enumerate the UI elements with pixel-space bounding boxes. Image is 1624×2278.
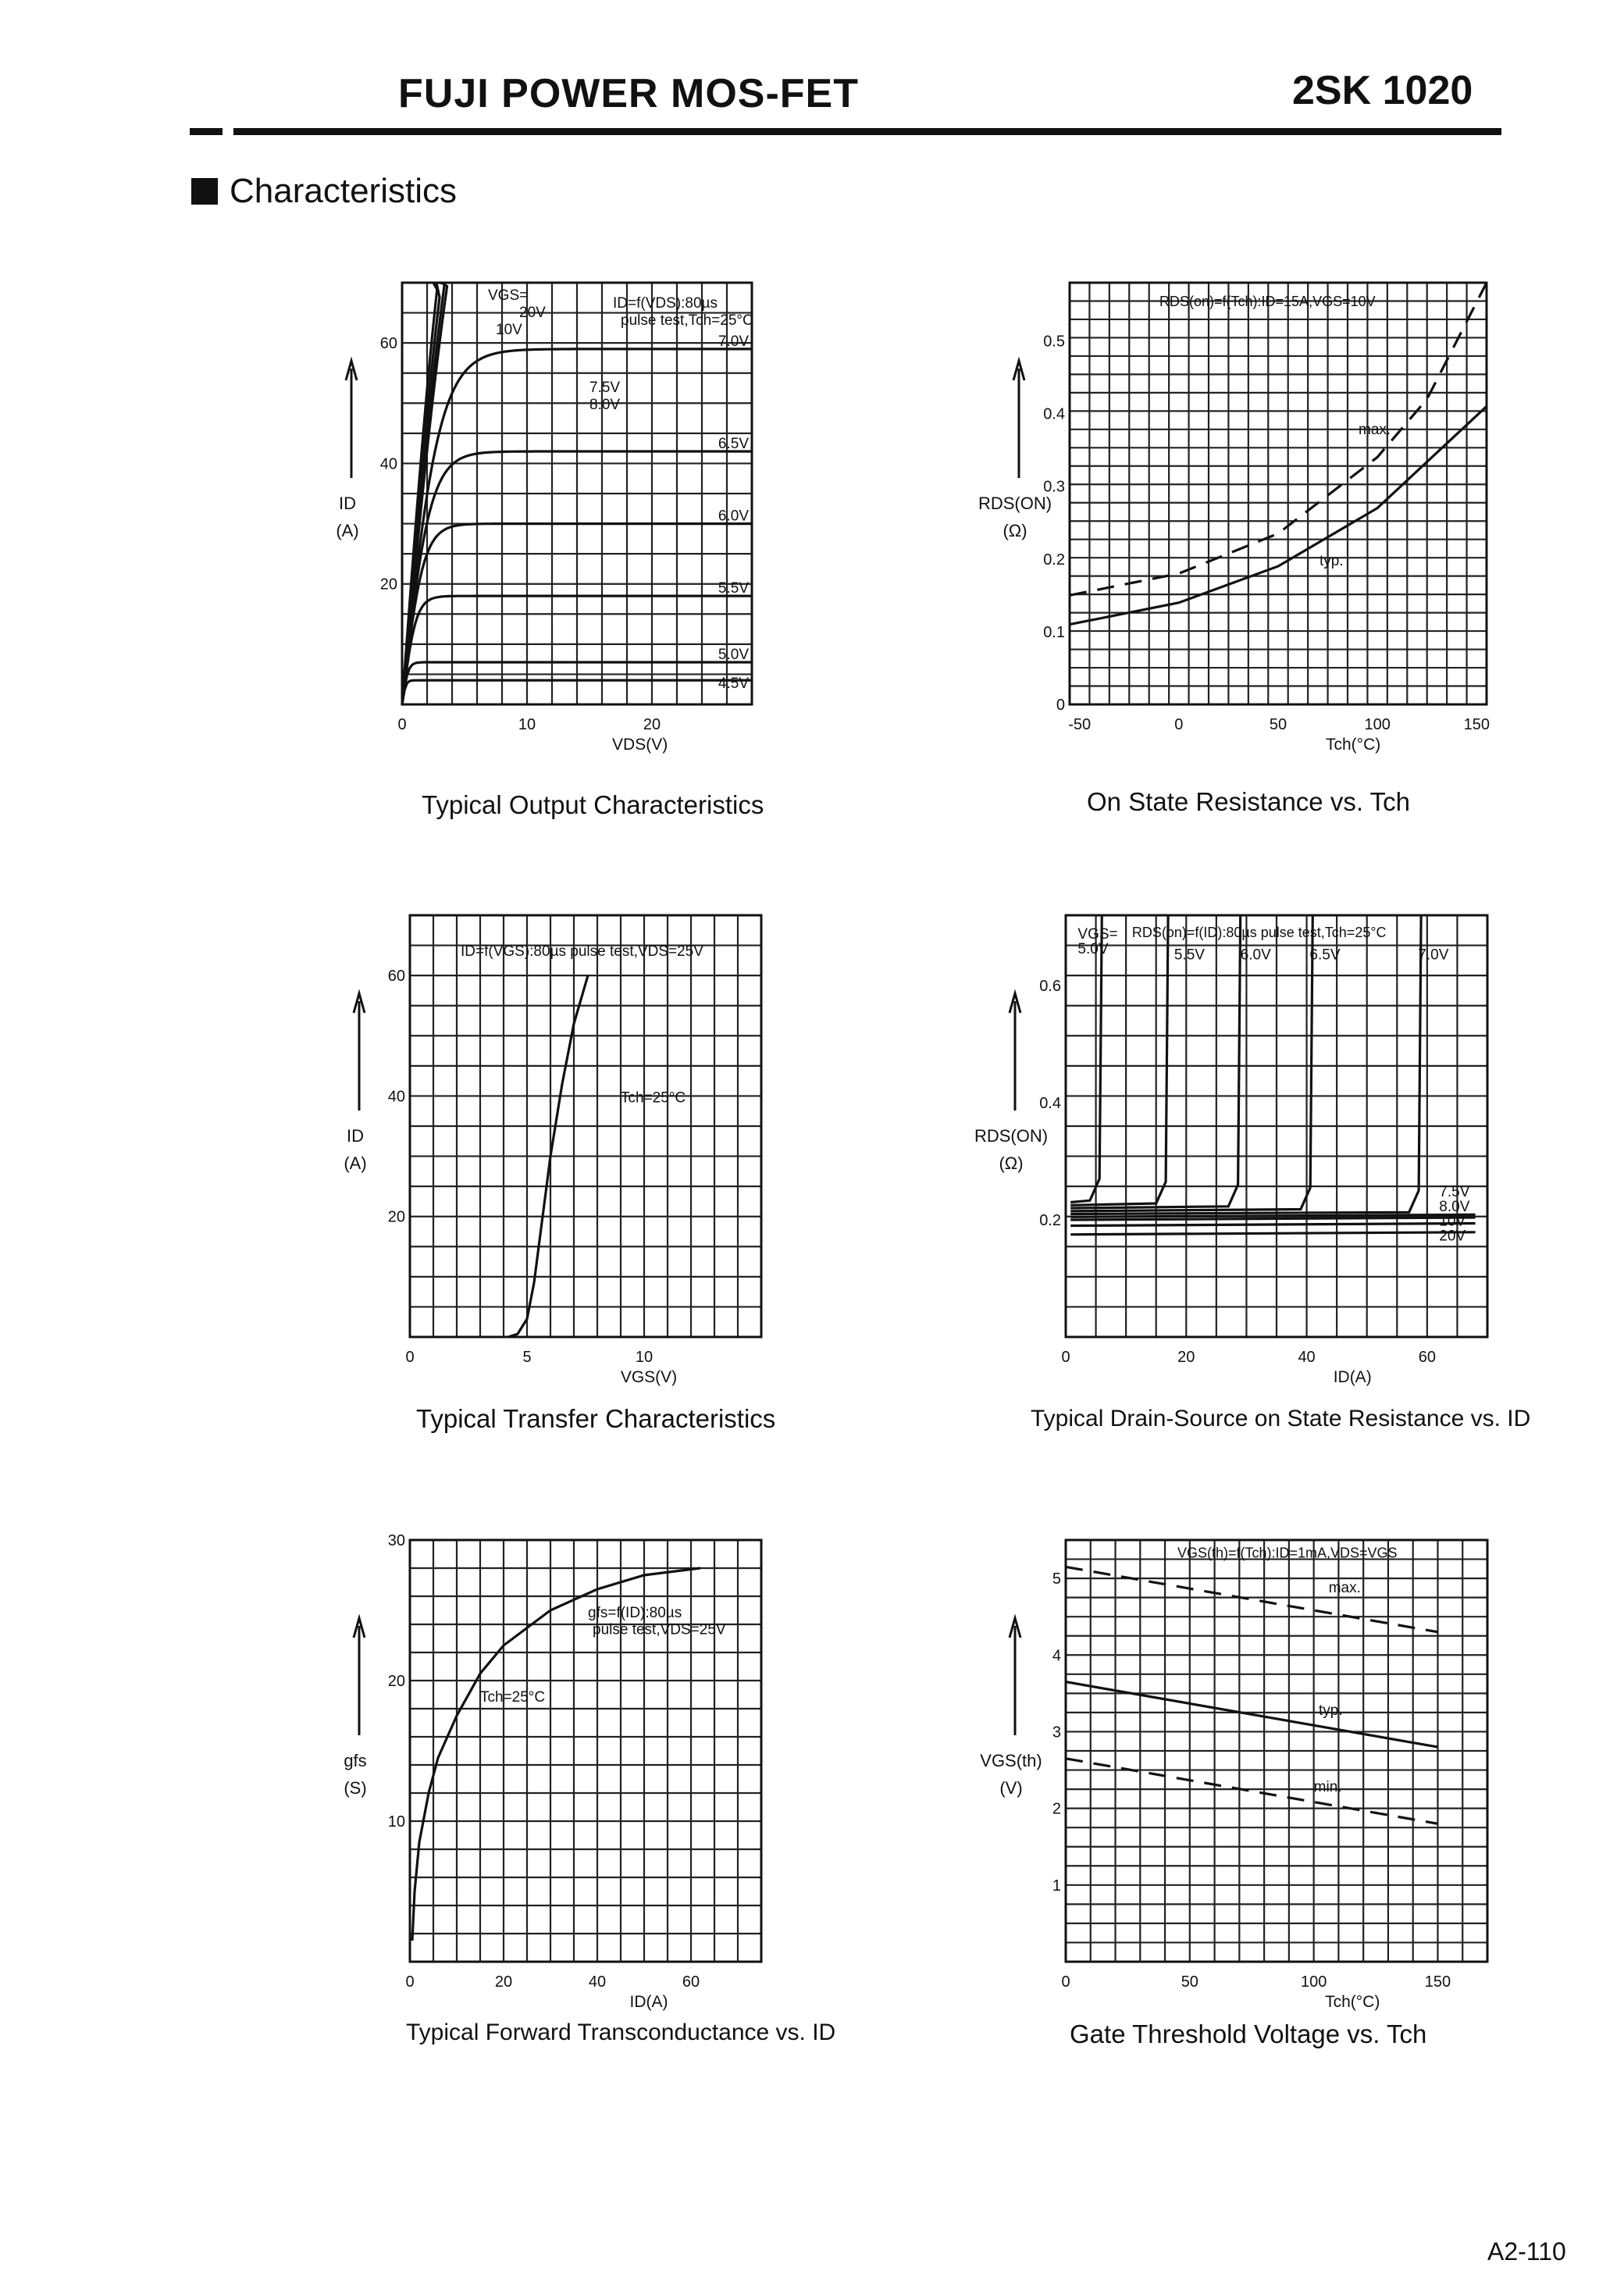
series-line-5.5V <box>1070 915 1168 1205</box>
annotation-line-2: pulse test,Tch=25°C <box>621 312 753 329</box>
header-title: FUJI POWER MOS-FET <box>398 71 859 116</box>
section-title: Characteristics <box>230 172 457 210</box>
caption-gate-threshold: Gate Threshold Voltage vs. Tch <box>1070 2020 1427 2048</box>
y-tick-label: 1 <box>1052 1877 1061 1895</box>
series-label-tch25: Tch=25°C <box>621 1089 686 1107</box>
series-label-20V: 20V <box>519 305 546 321</box>
y-tick-label: 0.6 <box>1039 978 1061 995</box>
y-axis-label: ID <box>339 494 356 513</box>
y-tick-label: 20 <box>387 1673 405 1690</box>
series-line-typ <box>1070 406 1487 624</box>
x-tick-label: 5 <box>522 1349 532 1366</box>
series-line-5.0V <box>1070 915 1102 1203</box>
series-line-typ <box>1066 1682 1438 1748</box>
series-line-max <box>1070 283 1487 595</box>
y-axis-unit: (Ω) <box>1003 521 1027 540</box>
series-label-max: max. <box>1359 422 1391 439</box>
x-tick-label: 100 <box>1300 1973 1327 1991</box>
y-axis-label: ID <box>347 1126 364 1146</box>
header-rule <box>190 128 1501 135</box>
y-tick-label: 20 <box>387 1208 405 1226</box>
series-label-min: min. <box>1313 1779 1342 1796</box>
series-label-7.0V: 7.0V <box>718 333 749 350</box>
y-tick-label: 2 <box>1052 1800 1061 1818</box>
annotation: VGS(th)=f(Tch):ID=1mA,VDS=VGS <box>1177 1545 1398 1561</box>
y-tick-label: 0.1 <box>1043 623 1065 641</box>
y-tick-label: 0.5 <box>1043 333 1065 351</box>
x-tick-label: 0 <box>1061 1973 1070 1991</box>
series-label-6.5V: 6.5V <box>718 436 749 452</box>
y-tick-label: 40 <box>379 455 397 473</box>
y-tick-label: 0 <box>1056 697 1065 714</box>
x-axis-label: VDS(V) <box>612 736 668 754</box>
y-tick-label: 60 <box>387 968 405 986</box>
y-tick-label: 40 <box>387 1088 405 1106</box>
x-tick-label: 0 <box>1061 1349 1070 1366</box>
series-label-20V: 20V <box>1439 1228 1466 1245</box>
x-axis-label: Tch(°C) <box>1325 1993 1380 2011</box>
y-axis-unit: (Ω) <box>999 1153 1024 1173</box>
y-tick-label: 10 <box>387 1813 405 1831</box>
series-label-5.5V: 5.5V <box>1173 946 1205 964</box>
y-tick-label: 0.2 <box>1039 1212 1061 1229</box>
x-tick-label: 60 <box>1418 1349 1436 1366</box>
x-tick-label: 150 <box>1463 716 1490 733</box>
x-tick-label: -50 <box>1068 716 1092 733</box>
series-label-typ: typ. <box>1320 552 1344 569</box>
y-axis-label: gfs <box>344 1751 367 1770</box>
y-axis-label: RDS(ON) <box>974 1126 1049 1146</box>
series-label-10V: 10V <box>1439 1213 1466 1230</box>
y-tick-label: 60 <box>379 335 397 353</box>
y-axis-unit: (S) <box>344 1778 367 1798</box>
series-label-max: max. <box>1328 1579 1361 1596</box>
x-axis-label: VGS(V) <box>620 1368 678 1386</box>
page-number: A2-110 <box>1487 2237 1566 2266</box>
chart-on-state-resistance-vs-tch <box>960 273 1507 758</box>
series-line-max <box>1066 1567 1438 1631</box>
y-axis-unit: (V) <box>999 1778 1023 1798</box>
series-label-4.5V: 4.5V <box>718 676 749 693</box>
series-label-6.0V: 6.0V <box>718 508 749 525</box>
series-line-20V <box>1070 1232 1475 1235</box>
series-label-8.0V: 8.0V <box>1439 1198 1470 1215</box>
series-label-5.5V: 5.5V <box>718 580 749 597</box>
series-label-5.0V: 5.0V <box>1077 940 1109 957</box>
x-tick-label: 40 <box>588 1973 607 1991</box>
y-tick-label: 5 <box>1052 1570 1061 1588</box>
series-label-5.0V: 5.0V <box>718 647 749 663</box>
part-number: 2SK 1020 <box>1292 68 1473 113</box>
y-tick-label: 3 <box>1052 1724 1061 1741</box>
annotation: RDS(on)=f(Tch):ID=15A,VGS=10V <box>1159 294 1376 309</box>
series-line-10V <box>1070 1224 1475 1226</box>
x-tick-label: 0 <box>405 1973 415 1991</box>
series-label-6.5V: 6.5V <box>1309 946 1341 964</box>
x-tick-label: 50 <box>1269 716 1287 733</box>
series-label-7.0V: 7.0V <box>1418 946 1449 964</box>
series-label-typ: typ. <box>1319 1702 1343 1719</box>
y-tick-label: 4 <box>1052 1647 1061 1665</box>
x-tick-label: 20 <box>1177 1349 1195 1366</box>
y-tick-label: 0.2 <box>1043 551 1065 569</box>
x-tick-label: 20 <box>643 716 661 733</box>
y-tick-label: 0.4 <box>1043 405 1065 423</box>
y-axis-unit: (A) <box>336 521 359 540</box>
x-tick-label: 0 <box>405 1349 415 1366</box>
x-tick-label: 60 <box>682 1973 700 1991</box>
caption-rds-vs-id: Typical Drain-Source on State Resistance vs. ID <box>1031 1406 1531 1431</box>
annotation: RDS(on)=f(ID):80µs pulse test,Tch=25°C <box>1131 924 1387 940</box>
section-bullet-icon <box>191 178 218 205</box>
y-tick-label: 0.4 <box>1039 1095 1061 1112</box>
x-tick-label: 0 <box>397 716 407 733</box>
chart-transfer-characteristics <box>328 906 843 1390</box>
y-axis-label: VGS(th) <box>980 1751 1042 1770</box>
y-axis-label: RDS(ON) <box>978 494 1052 513</box>
caption-forward-transconductance: Typical Forward Transconductance vs. ID <box>406 2020 836 2045</box>
series-label-8.0V: 8.0V <box>589 397 621 413</box>
x-tick-label: 20 <box>494 1973 513 1991</box>
x-axis-label: ID(A) <box>1333 1368 1372 1386</box>
chart-forward-transconductance <box>328 1531 843 2015</box>
y-tick-label: 30 <box>387 1532 405 1549</box>
x-tick-label: 40 <box>1298 1349 1316 1366</box>
annotation-line-1: ID=f(VDS):80µs <box>613 295 718 312</box>
annotation: ID=f(VGS):80µs pulse test,VDS=25V <box>461 943 703 960</box>
caption-transfer-characteristics: Typical Transfer Characteristics <box>416 1404 776 1433</box>
caption-on-state-resistance: On State Resistance vs. Tch <box>1087 787 1410 816</box>
chart-rds-vs-id <box>960 906 1507 1390</box>
x-tick-label: 50 <box>1181 1973 1198 1991</box>
x-axis-label: Tch(°C) <box>1326 736 1381 754</box>
series-label-tch25: Tch=25°C <box>480 1689 546 1706</box>
chart-gate-threshold-vs-tch <box>960 1531 1507 2015</box>
x-tick-label: 10 <box>635 1349 654 1366</box>
series-line-min <box>1066 1759 1438 1824</box>
x-tick-label: 100 <box>1364 716 1391 733</box>
y-axis-unit: (A) <box>344 1153 367 1173</box>
series-label-7.5V: 7.5V <box>589 380 621 396</box>
header-rule-gap <box>223 128 233 135</box>
annotation-line-1: gfs=f(ID):80µs <box>588 1605 682 1621</box>
chart-output-characteristics <box>328 273 843 758</box>
y-tick-label: 0.3 <box>1043 478 1065 496</box>
series-label-10V: 10V <box>496 322 522 338</box>
x-tick-label: 10 <box>518 716 536 733</box>
series-label-6.0V: 6.0V <box>1240 946 1271 964</box>
x-axis-label: ID(A) <box>629 1993 668 2011</box>
plot-frame <box>1070 283 1487 704</box>
x-tick-label: 150 <box>1424 1973 1451 1991</box>
caption-output-characteristics: Typical Output Characteristics <box>422 790 764 819</box>
plot-frame <box>410 1540 761 1962</box>
legend-label: VGS= <box>488 287 529 304</box>
series-label-7.5V: 7.5V <box>1439 1184 1470 1200</box>
x-tick-label: 0 <box>1174 716 1184 733</box>
legend-label: VGS= <box>1077 926 1118 943</box>
annotation-line-2: pulse test,VDS=25V <box>593 1621 726 1638</box>
y-tick-label: 20 <box>379 576 397 594</box>
